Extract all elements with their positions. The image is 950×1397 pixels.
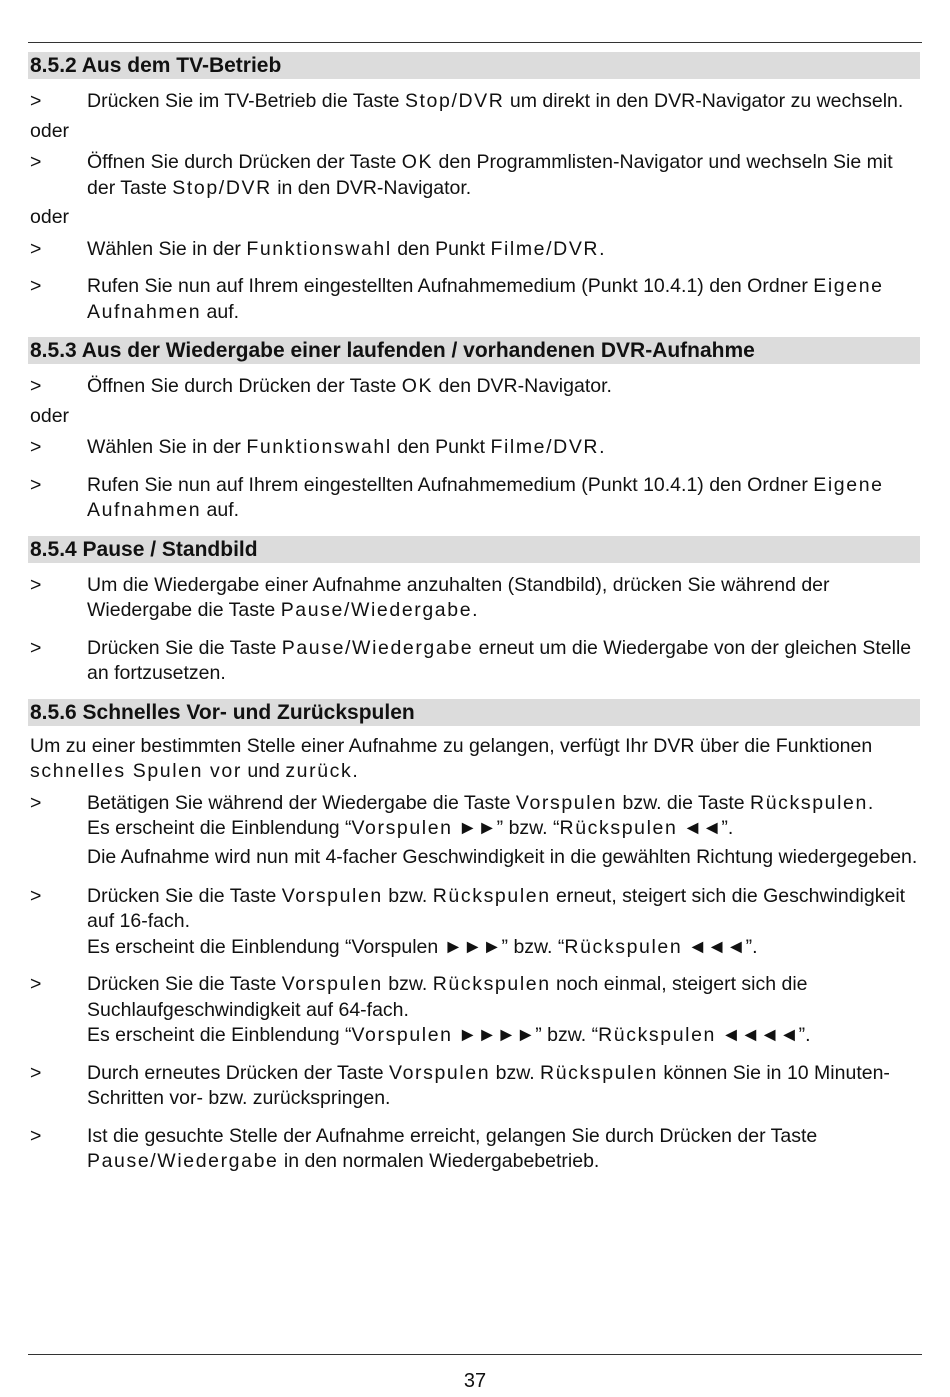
text: Drücken Sie die Taste: [87, 973, 282, 995]
key-name: Rückspulen: [559, 817, 678, 839]
text: können Sie in 10 Minuten-Schritten vor- bzw. zurückspringen.: [87, 1061, 890, 1109]
key-name: Rückspulen: [750, 791, 868, 814]
list-item: [28, 150, 920, 201]
bullet-marker: >: [30, 436, 42, 458]
key-name: Rückspulen: [564, 935, 683, 958]
key-name: Vorspulen: [351, 1024, 453, 1046]
text: in den normalen Wiedergabebetrieb.: [278, 1150, 600, 1172]
section-8-5-4: [28, 536, 920, 687]
key-name: Rückspulen: [598, 1024, 716, 1046]
key-name: Funktionswahl: [246, 436, 392, 458]
item-text: [87, 435, 920, 461]
text: ►►” bzw. “: [452, 817, 560, 839]
key-name: OK: [401, 151, 434, 173]
section-8-5-2: [28, 52, 920, 325]
bullet-marker: >: [30, 791, 42, 814]
key-name: zurück: [285, 760, 353, 782]
text: Rufen Sie nun auf Ihrem eingestellten Aufnahmemedium (Punkt 10.4.1) den Ordner: [87, 275, 814, 297]
key-name: OK: [401, 375, 434, 397]
item-text: [87, 636, 920, 687]
key-name: Eigene Aufnahmen: [87, 473, 884, 521]
bullet-marker: >: [30, 90, 42, 112]
bullet-marker: >: [30, 884, 42, 907]
text: auf.: [201, 300, 240, 323]
text: Drücken Sie die Taste: [87, 636, 282, 659]
text: bzw.: [382, 973, 433, 995]
bullet-marker: >: [30, 1124, 42, 1147]
text: Durch erneutes Drücken der Taste: [87, 1061, 390, 1084]
text: ►►►►” bzw. “: [452, 1024, 599, 1046]
list-item: [28, 374, 920, 400]
text: Um die Wiedergabe einer Aufnahme anzuhalten (Standbild), drücken Sie während der Wiedergabe die Taste: [87, 573, 830, 621]
text: den Programmlisten-Navigator und wechseln Sie mit der Taste: [87, 151, 893, 199]
section-8-5-6: [28, 699, 920, 1175]
text: Es erscheint die Einblendung “: [87, 1024, 352, 1046]
text: Es erscheint die Einblendung “: [87, 817, 352, 839]
text: in den DVR-Navigator.: [271, 176, 472, 199]
bullet-marker: >: [30, 473, 42, 496]
bullet-marker: >: [30, 1061, 42, 1084]
section-heading: 8.5.4 Pause / Standbild: [28, 536, 920, 563]
item-text: [87, 573, 920, 624]
key-name: Vorspulen: [281, 973, 383, 995]
text: Ist die gesuchte Stelle der Aufnahme erreicht, gelangen Sie durch Drücken der Taste: [87, 1124, 818, 1147]
text: .: [472, 599, 478, 621]
text: .: [867, 791, 874, 814]
text: bzw. die Taste: [617, 791, 751, 814]
text: den Punkt: [391, 436, 491, 458]
text: bzw.: [490, 1061, 541, 1084]
text: um direkt in den DVR-Navigator zu wechseln.: [504, 90, 904, 112]
key-name: Rückspulen: [540, 1061, 658, 1084]
bullet-marker: >: [30, 275, 42, 297]
key-name: Stop/DVR: [404, 90, 505, 112]
text: Öffnen Sie durch Drücken der Taste: [87, 151, 402, 173]
text: bzw.: [382, 884, 433, 907]
text: Drücken Sie die Taste: [87, 884, 282, 907]
section-heading: 8.5.6 Schnelles Vor- und Zurückspulen: [28, 699, 920, 726]
list-item: [28, 237, 920, 263]
text: ◄◄◄◄”.: [716, 1024, 811, 1046]
section-heading: 8.5.2 Aus dem TV-Betrieb: [28, 52, 920, 79]
text: den DVR-Navigator.: [433, 375, 612, 397]
key-name: Pause/Wiedergabe: [281, 636, 474, 659]
page-number: 37: [463, 1370, 487, 1392]
key-name: Rückspulen: [432, 973, 551, 995]
item-text: [87, 473, 920, 524]
key-name: Stop/DVR: [172, 176, 272, 199]
key-name: Rückspulen: [432, 884, 551, 907]
list-item: [28, 435, 920, 461]
item-text: [87, 884, 920, 961]
item-line: [87, 935, 920, 961]
text: Drücken Sie im TV-Betrieb die Taste: [87, 90, 405, 112]
list-item: [28, 473, 920, 524]
bullet-marker: >: [30, 573, 42, 596]
text: Betätigen Sie während der Wiedergabe die Taste: [87, 791, 516, 814]
intro-paragraph: [30, 734, 920, 785]
item-text: [87, 274, 920, 325]
text: erneut, steigert sich die Geschwindigkeit auf 16-fach.: [87, 884, 906, 932]
bullet-marker: >: [30, 151, 42, 173]
oder-label: oder: [30, 206, 70, 228]
text: Öffnen Sie durch Drücken der Taste: [87, 375, 402, 397]
item-text: [87, 237, 920, 263]
key-name: Vorspulen: [351, 817, 453, 839]
item-text: [87, 150, 920, 201]
section-8-5-3: [28, 337, 920, 524]
list-item: [28, 791, 920, 872]
item-line: [87, 1023, 920, 1049]
text: ◄◄◄”.: [682, 935, 758, 958]
item-line: [87, 791, 920, 817]
list-item: [28, 274, 920, 325]
bullet-marker: >: [30, 636, 42, 659]
text: erneut um die Wiedergabe von der gleichen Stelle an fortzusetzen.: [87, 636, 912, 684]
item-line: [87, 972, 920, 1023]
text: den Punkt: [391, 237, 491, 260]
section-heading: 8.5.3 Aus der Wiedergabe einer laufenden / vorhandenen DVR-Aufnahme: [28, 337, 920, 364]
bullet-marker: >: [30, 375, 42, 397]
item-line: [87, 816, 920, 842]
bottom-rule: [28, 1354, 922, 1355]
item-text: [87, 1061, 920, 1112]
key-name: Vorspulen: [281, 884, 383, 907]
list-item: [28, 1124, 920, 1175]
text: Wählen Sie in der: [87, 436, 247, 458]
text: noch einmal, steigert sich die Suchlaufgeschwindigkeit auf 64-fach.: [87, 973, 808, 1021]
text: Wählen Sie in der: [87, 237, 247, 260]
key-name: Eigene Aufnahmen: [87, 275, 884, 323]
item-text: [87, 791, 920, 872]
key-name: Filme/DVR: [490, 237, 600, 260]
bullet-marker: >: [30, 237, 42, 260]
text: .: [599, 436, 605, 458]
list-item: [28, 1061, 920, 1112]
text: Rufen Sie nun auf Ihrem eingestellten Aufnahmemedium (Punkt 10.4.1) den Ordner: [87, 473, 814, 496]
oder-label: oder: [30, 119, 70, 142]
list-item: [28, 972, 920, 1049]
item-text: [87, 972, 920, 1049]
item-line: Die Aufnahme wird nun mit 4-facher Geschwindigkeit in die gewählten Richtung wiedergegeben.: [87, 845, 918, 868]
text: und: [241, 760, 286, 782]
list-item: [28, 636, 920, 687]
key-name: Funktionswahl: [246, 237, 392, 260]
key-name: Vorspulen: [515, 791, 618, 814]
key-name: schnelles Spulen vor: [30, 760, 242, 782]
key-name: Vorspulen: [389, 1061, 491, 1084]
manual-page-content: [28, 52, 920, 1187]
item-text: [87, 1124, 920, 1175]
text: auf.: [201, 499, 240, 521]
text: Um zu einer bestimmten Stelle einer Aufnahme zu gelangen, verfügt Ihr DVR über die Funktionen: [30, 734, 873, 757]
bullet-marker: >: [30, 973, 42, 995]
list-item: [28, 89, 920, 115]
text: .: [352, 760, 358, 782]
text: .: [599, 237, 605, 260]
key-name: Pause/Wiedergabe: [280, 599, 473, 621]
top-rule: [28, 42, 922, 43]
text: ◄◄”.: [677, 817, 734, 839]
key-name: Pause/Wiedergabe: [87, 1150, 279, 1172]
oder-label: oder: [30, 404, 70, 427]
item-text: [87, 374, 920, 400]
list-item: [28, 573, 920, 624]
key-name: Filme/DVR: [490, 436, 600, 458]
item-text: [87, 89, 920, 115]
text: Es erscheint die Einblendung “Vorspulen ►►►” bzw. “: [87, 935, 565, 958]
list-item: [28, 884, 920, 961]
item-line: [87, 884, 920, 935]
